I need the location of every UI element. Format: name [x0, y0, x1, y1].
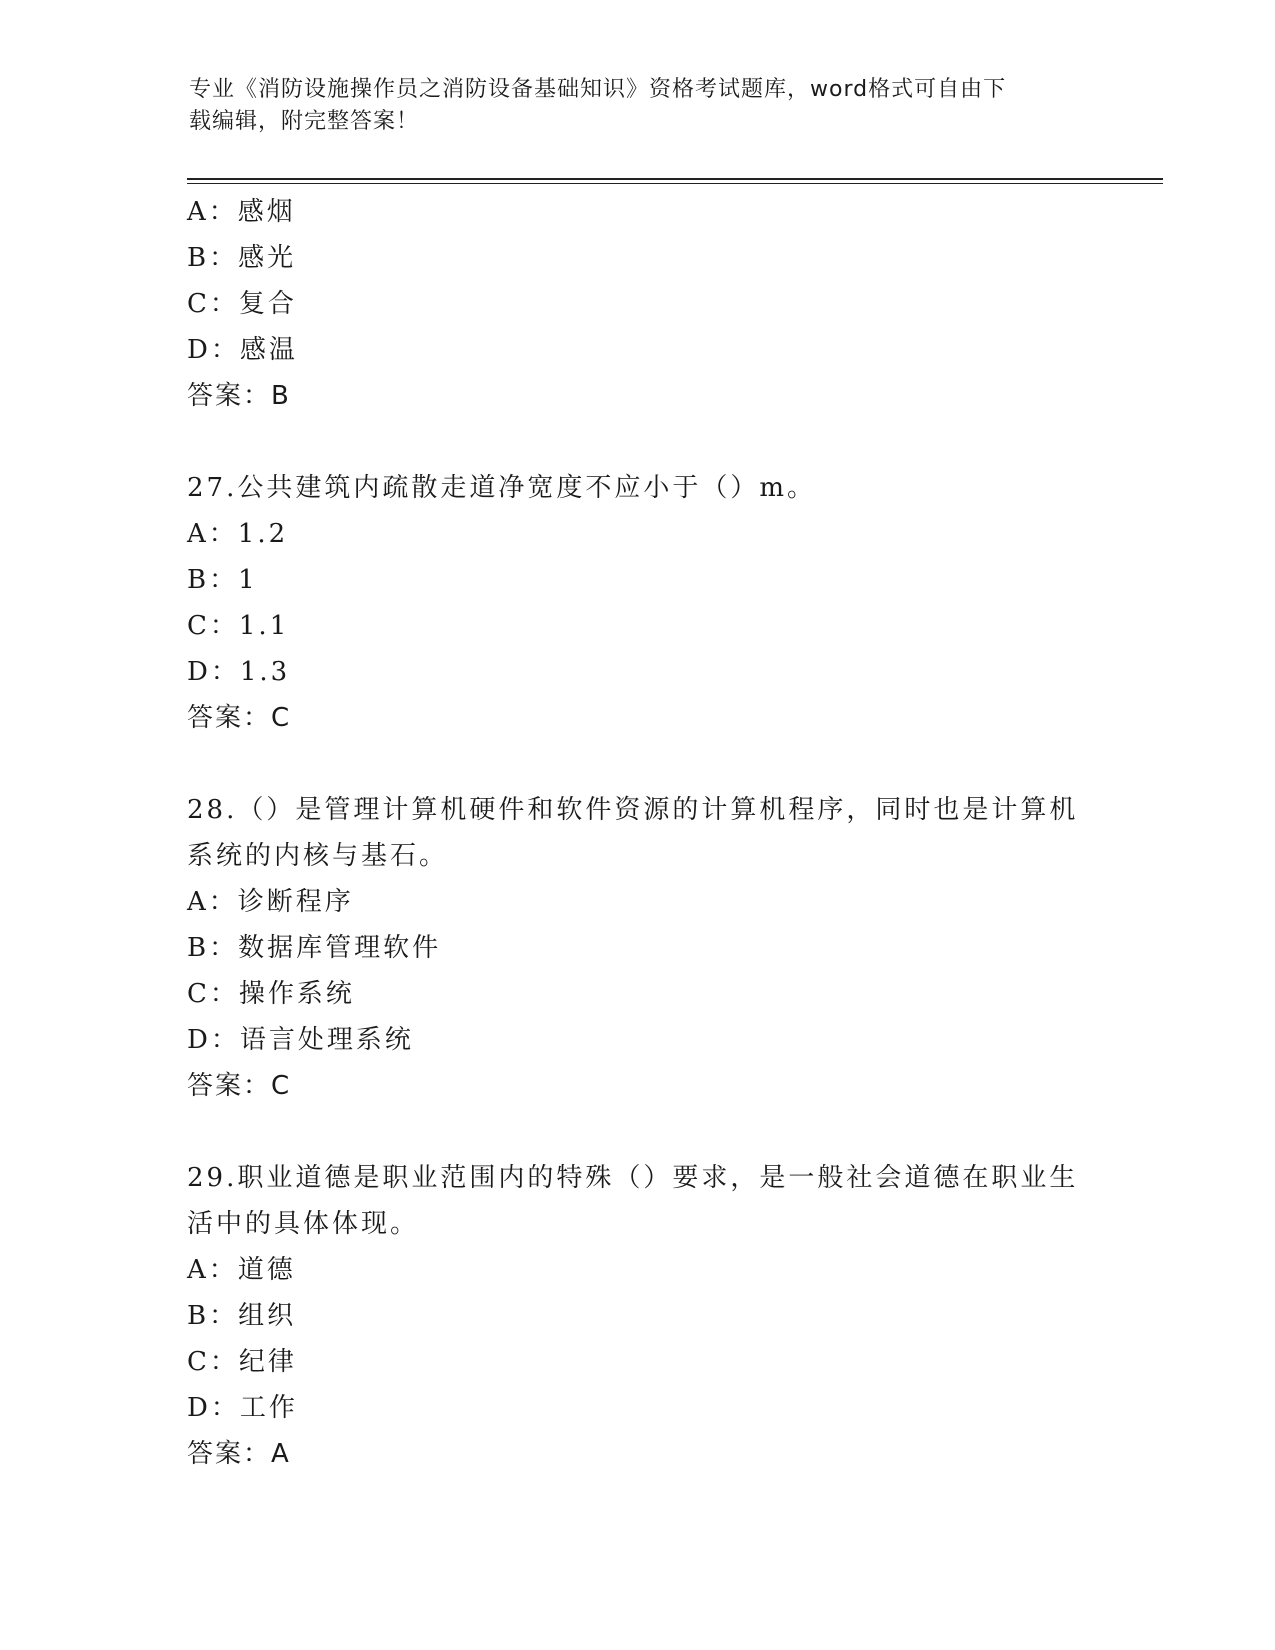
option-b: B：数据库管理软件	[187, 933, 442, 963]
header-divider-thin	[187, 183, 1163, 184]
answer: 答案：A	[187, 1439, 291, 1469]
question-28	[187, 787, 1087, 1109]
option-b: B：1	[187, 565, 258, 595]
option-c: C：1.1	[187, 611, 290, 641]
question-partial	[187, 189, 1087, 419]
option-c: C：复合	[187, 289, 297, 319]
option-b: B：组织	[187, 1301, 297, 1331]
option-d: D：1.3	[187, 657, 291, 687]
option-b: B：感光	[187, 243, 297, 273]
question-27	[187, 465, 1087, 741]
document-header	[189, 74, 1089, 138]
option-a: A：道德	[187, 1255, 296, 1285]
question-stem: 27.公共建筑内疏散走道净宽度不应小于（）m。	[187, 473, 817, 503]
option-d: D：感温	[187, 335, 298, 365]
question-29	[187, 1155, 1087, 1477]
option-a: A：感烟	[187, 197, 296, 227]
option-a: A：诊断程序	[187, 887, 354, 917]
option-d: D：工作	[187, 1393, 298, 1423]
option-a: A：1.2	[187, 519, 289, 549]
header-line-1: 专业《消防设施操作员之消防设备基础知识》资格考试题库，word格式可自由下	[189, 77, 1007, 102]
question-stem-line-2: 活中的具体体现。	[187, 1209, 420, 1239]
question-list	[187, 189, 1087, 1477]
question-stem-line-1: 28.（）是管理计算机硬件和软件资源的计算机程序，同时也是计算机	[187, 795, 1079, 825]
header-divider-thick	[187, 178, 1163, 180]
question-stem-line-2: 系统的内核与基石。	[187, 841, 449, 871]
answer: 答案：B	[187, 381, 291, 411]
option-c: C：操作系统	[187, 979, 355, 1009]
answer: 答案：C	[187, 703, 292, 733]
question-stem-line-1: 29.职业道德是职业范围内的特殊（）要求，是一般社会道德在职业生	[187, 1163, 1079, 1193]
option-d: D：语言处理系统	[187, 1025, 414, 1055]
answer: 答案：C	[187, 1071, 292, 1101]
option-c: C：纪律	[187, 1347, 297, 1377]
header-line-2: 载编辑，附完整答案！	[189, 109, 420, 134]
